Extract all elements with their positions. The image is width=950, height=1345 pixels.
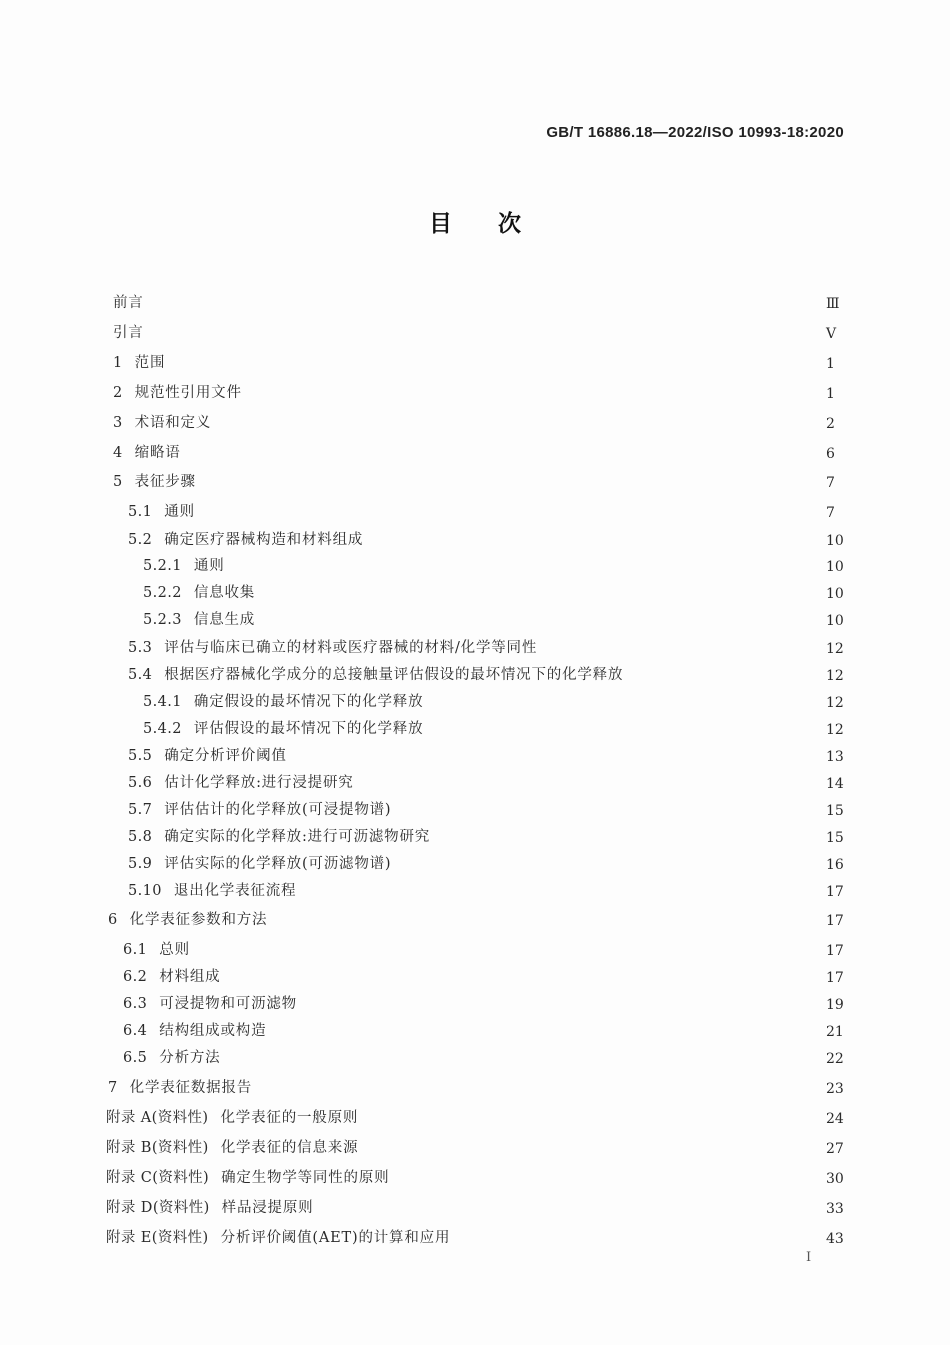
toc-entry-label <box>0 470 200 491</box>
toc-entry-label <box>0 528 367 549</box>
toc-entry-label <box>0 1166 393 1187</box>
toc-entry-number: 6 <box>108 911 118 928</box>
toc-entry-label <box>0 1046 224 1067</box>
toc-entry-text: 评估实际的化学释放(可沥滤物谱) <box>164 855 392 872</box>
toc-dot-leader <box>543 640 820 652</box>
toc-entry-label <box>0 1076 256 1097</box>
toc-entry-page: 19 <box>826 997 844 1013</box>
toc-entry-text: 样品浸提原则 <box>221 1199 314 1216</box>
toc-entry-label <box>0 636 541 657</box>
toc-entry-text: 估计化学释放:进行浸提研究 <box>164 774 354 791</box>
toc-entry-text: 确定生物学等同性的原则 <box>221 1169 390 1186</box>
toc-dot-leader <box>456 1230 820 1242</box>
toc-entry[interactable] <box>0 743 950 765</box>
toc-entry-label <box>0 1196 317 1217</box>
toc-entry[interactable] <box>0 770 950 792</box>
standard-code: GB/T 16886.18—2022/ISO 10993-18:2020 <box>546 124 844 141</box>
toc-dot-leader <box>369 532 820 544</box>
toc-entry-text: 分析方法 <box>159 1049 221 1066</box>
toc-entry-label <box>0 581 259 602</box>
toc-entry[interactable] <box>0 635 950 657</box>
toc-entry-number: 5.1 <box>128 503 153 520</box>
toc-entry-number: 5.6 <box>128 774 153 791</box>
toc-entry-text: 化学表征的一般原则 <box>220 1109 359 1126</box>
toc-entry-page: 15 <box>826 830 844 846</box>
toc-dot-leader <box>187 445 820 457</box>
toc-entry-text: 信息收集 <box>193 584 256 601</box>
toc-entry[interactable] <box>0 689 950 711</box>
toc-entry[interactable] <box>0 851 950 873</box>
toc-entry-text: 总则 <box>159 941 190 958</box>
toc-entry-page: Ⅴ <box>826 326 837 342</box>
toc-entry-page: 1 <box>826 356 835 372</box>
toc-entry-text: 范围 <box>134 354 166 371</box>
toc-entry-text: 评估假设的最坏情况下的化学释放 <box>193 720 424 737</box>
toc-entry-label <box>0 291 148 312</box>
toc-entry-page: 10 <box>826 613 844 629</box>
toc-entry-label <box>0 965 224 986</box>
toc-entry-label <box>0 938 194 959</box>
toc-entry-label <box>0 351 169 372</box>
toc-dot-leader <box>397 856 820 868</box>
toc-dot-leader <box>171 355 820 367</box>
toc-entry[interactable] <box>0 662 950 684</box>
toc-entry[interactable] <box>0 553 950 575</box>
toc-dot-leader <box>202 474 820 486</box>
toc-entry[interactable] <box>0 1105 950 1127</box>
toc-entry-number: 5.4.1 <box>143 693 182 710</box>
toc-entry-number: 附录 E(资料性) <box>106 1229 209 1246</box>
toc-dot-leader <box>293 748 820 760</box>
toc-entry-number: 6.4 <box>123 1022 148 1039</box>
toc-entry-number: 5.2.3 <box>143 611 182 628</box>
toc-entry-number: 2 <box>113 384 123 401</box>
toc-entry[interactable] <box>0 580 950 602</box>
toc-entry-number: 4 <box>113 444 123 461</box>
toc-entry-label <box>0 411 215 432</box>
toc-dot-leader <box>360 775 820 787</box>
toc-entry-number: 附录 D(资料性) <box>106 1199 210 1216</box>
toc-entry-label <box>0 441 185 462</box>
toc-entry-number: 5.7 <box>128 801 153 818</box>
toc-dot-leader <box>364 1110 820 1122</box>
toc-entry-page: 23 <box>826 1081 844 1097</box>
toc-entry-text: 退出化学表征流程 <box>173 882 297 899</box>
toc-entry-page: 15 <box>826 803 844 819</box>
toc-entry[interactable] <box>0 1018 950 1040</box>
toc-entry[interactable] <box>0 824 950 846</box>
toc-dot-leader <box>248 385 820 397</box>
toc-dot-leader <box>258 1080 820 1092</box>
toc-entry-text: 确定实际的化学释放:进行可沥滤物研究 <box>164 828 431 845</box>
toc-entry-text: 根据医疗器械化学成分的总接触量评估假设的最坏情况下的化学释放 <box>164 666 624 683</box>
toc-entry[interactable] <box>0 469 950 491</box>
toc-entry-label <box>0 1136 362 1157</box>
toc-dot-leader <box>395 1170 820 1182</box>
toc-dot-leader <box>261 612 820 624</box>
toc-dot-leader <box>629 667 820 679</box>
toc-entry-text: 确定分析评价阈值 <box>164 747 287 764</box>
toc-entry[interactable] <box>0 716 950 738</box>
page-number: Ⅰ <box>806 1250 812 1265</box>
toc-entry-label <box>0 825 434 846</box>
toc-entry[interactable] <box>0 410 950 432</box>
toc-dot-leader <box>201 504 820 516</box>
toc-dot-leader <box>217 415 820 427</box>
toc-entry[interactable] <box>0 290 950 312</box>
toc-entry-text: 材料组成 <box>159 968 221 985</box>
toc-entry-number: 5.4 <box>128 666 153 683</box>
toc-entry-label <box>0 771 358 792</box>
toc-entry-text: 确定医疗器械构造和材料组成 <box>164 531 364 548</box>
toc-entry-page: 13 <box>826 749 844 765</box>
toc-entry-text: 评估估计的化学释放(可浸提物谱) <box>164 801 392 818</box>
toc-entry-page: 33 <box>826 1201 844 1217</box>
toc-entry[interactable] <box>0 607 950 629</box>
toc-entry-number: 6.2 <box>123 968 148 985</box>
toc-entry-number: 1 <box>113 354 123 371</box>
toc-entry-page: 12 <box>826 641 844 657</box>
toc-entry[interactable] <box>0 964 950 986</box>
toc-entry-page: 16 <box>826 857 844 873</box>
toc-entry-page: 17 <box>826 884 844 900</box>
toc-entry[interactable] <box>0 1165 950 1187</box>
toc-entry-page: 24 <box>826 1111 844 1127</box>
toc-entry-page: 10 <box>826 586 844 602</box>
toc-dot-leader <box>302 883 820 895</box>
toc-dot-leader <box>231 558 820 570</box>
toc-entry-number: 5.2.2 <box>143 584 182 601</box>
toc-dot-leader <box>226 1050 820 1062</box>
toc-entry-page: 6 <box>826 446 835 462</box>
page-title: 目次 <box>429 211 567 237</box>
toc-entry-text: 通则 <box>164 503 195 520</box>
toc-entry-text: 评估与临床已确立的材料或医疗器械的材料/化学等同性 <box>164 639 538 656</box>
toc-entry-label <box>0 908 271 929</box>
toc-entry-number: 5.8 <box>128 828 153 845</box>
toc-dot-leader <box>150 325 820 337</box>
toc-entry[interactable] <box>0 499 950 521</box>
toc-dot-leader <box>273 912 820 924</box>
toc-dot-leader <box>196 942 820 954</box>
toc-entry[interactable] <box>0 1075 950 1097</box>
toc-entry[interactable] <box>0 937 950 959</box>
toc-entry-label <box>0 1106 362 1127</box>
toc-entry[interactable] <box>0 1225 950 1247</box>
toc-entry-number: 附录 A(资料性) <box>106 1109 209 1126</box>
toc-entry-label <box>0 608 259 629</box>
toc-entry[interactable] <box>0 878 950 900</box>
toc-entry-number: 附录 B(资料性) <box>106 1139 209 1156</box>
toc-entry-page: 7 <box>826 505 835 521</box>
toc-entry-page: 17 <box>826 913 844 929</box>
toc-entry[interactable] <box>0 320 950 342</box>
toc-entry-label <box>0 554 229 575</box>
toc-entry[interactable] <box>0 440 950 462</box>
toc-entry-number: 5.5 <box>128 747 153 764</box>
toc-entry[interactable] <box>0 797 950 819</box>
toc-entry-text: 确定假设的最坏情况下的化学释放 <box>193 693 424 710</box>
toc-entry-page: 22 <box>826 1051 844 1067</box>
toc-entry-number: 5.4.2 <box>143 720 182 737</box>
toc-entry-label <box>0 500 199 521</box>
toc-dot-leader <box>150 295 820 307</box>
toc-entry[interactable] <box>0 1135 950 1157</box>
toc-entry-text: 化学表征参数和方法 <box>129 911 268 928</box>
toc-entry-text: 缩略语 <box>134 444 181 461</box>
toc-entry[interactable] <box>0 1045 950 1067</box>
toc-entry-number: 5.9 <box>128 855 153 872</box>
toc-entry-number: 5 <box>113 473 123 490</box>
toc-entry-label <box>0 717 427 738</box>
toc-dot-leader <box>397 802 820 814</box>
toc-entry-label <box>0 663 627 684</box>
toc-entry-page: 1 <box>826 386 835 402</box>
toc-dot-leader <box>436 829 820 841</box>
toc-entry-page: 10 <box>826 533 844 549</box>
toc-entry-page: 30 <box>826 1171 844 1187</box>
toc-entry[interactable] <box>0 350 950 372</box>
toc-entry-page: 43 <box>826 1231 844 1247</box>
toc-entry-label <box>0 381 246 402</box>
toc-entry-label <box>0 744 291 765</box>
toc-entry-text: 可浸提物和可沥滤物 <box>159 995 297 1012</box>
toc-entry-page: 17 <box>826 943 844 959</box>
toc-entry-page: 21 <box>826 1024 844 1040</box>
toc-dot-leader <box>319 1200 820 1212</box>
toc-entry-number: 6.1 <box>123 941 148 958</box>
toc-entry-page: 10 <box>826 559 844 575</box>
toc-dot-leader <box>261 585 820 597</box>
toc-entry-number: 5.2 <box>128 531 153 548</box>
toc-entry-label <box>0 1226 454 1247</box>
toc-dot-leader <box>272 1023 820 1035</box>
toc-entry[interactable] <box>0 1195 950 1217</box>
toc-entry-page: 12 <box>826 668 844 684</box>
toc-entry-page: 12 <box>826 722 844 738</box>
toc-entry-text: 分析评价阈值(AET)的计算和应用 <box>220 1229 451 1246</box>
toc-entry-page: 17 <box>826 970 844 986</box>
toc-entry-number: 3 <box>113 414 123 431</box>
toc-entry-page: 12 <box>826 695 844 711</box>
toc-entry-number: 5.3 <box>128 639 153 656</box>
toc-entry-text: 信息生成 <box>193 611 256 628</box>
toc-dot-leader <box>429 721 820 733</box>
toc-entry-page: 14 <box>826 776 844 792</box>
toc-entry-number: 7 <box>108 1079 118 1096</box>
toc-entry-label <box>0 690 427 711</box>
toc-dot-leader <box>429 694 820 706</box>
toc-entry-number: 6.3 <box>123 995 148 1012</box>
toc-entry-text: 化学表征数据报告 <box>129 1079 253 1096</box>
toc-dot-leader <box>226 969 820 981</box>
toc-entry-label <box>0 798 395 819</box>
toc-entry-text: 化学表征的信息来源 <box>220 1139 359 1156</box>
toc-entry[interactable] <box>0 991 950 1013</box>
toc-entry-text: 规范性引用文件 <box>134 384 242 401</box>
toc-entry[interactable] <box>0 907 950 929</box>
toc-entry-page: Ⅲ <box>826 296 840 312</box>
toc-dot-leader <box>364 1140 820 1152</box>
toc-entry-label <box>0 321 148 342</box>
toc-entry-text: 术语和定义 <box>134 414 212 431</box>
toc-entry[interactable] <box>0 380 950 402</box>
toc-dot-leader <box>303 996 820 1008</box>
toc-entry-number: 5.10 <box>128 882 162 899</box>
toc-entry-text: 结构组成或构造 <box>159 1022 267 1039</box>
toc-entry-number: 5.2.1 <box>143 557 182 574</box>
toc-entry-text: 前言 <box>113 294 144 311</box>
toc-entry-text: 引言 <box>113 324 144 341</box>
toc-entry-number: 6.5 <box>123 1049 148 1066</box>
toc-entry-label <box>0 879 300 900</box>
toc-entry[interactable] <box>0 527 950 549</box>
toc-entry-page: 2 <box>826 416 835 432</box>
toc-entry-label <box>0 852 395 873</box>
toc-entry-text: 通则 <box>193 557 225 574</box>
toc-entry-page: 27 <box>826 1141 844 1157</box>
toc-entry-text: 表征步骤 <box>134 473 196 490</box>
toc-entry-label <box>0 1019 270 1040</box>
toc-entry-number: 附录 C(资料性) <box>106 1169 210 1186</box>
toc-entry-label <box>0 992 301 1013</box>
toc-entry-page: 7 <box>826 475 835 491</box>
